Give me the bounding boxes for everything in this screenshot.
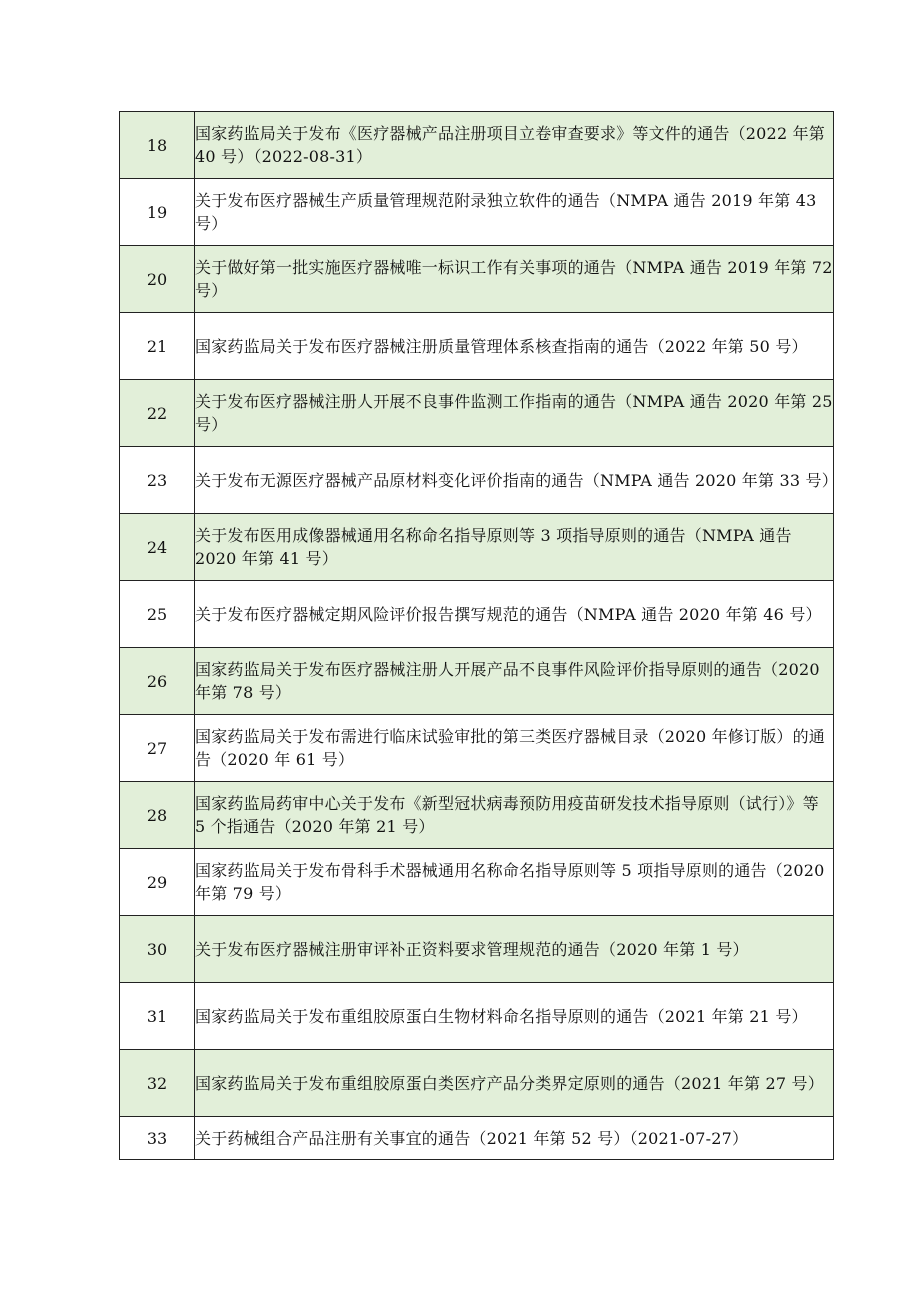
table-row <box>120 246 834 313</box>
notice-title: 关于发布医用成像器械通用名称命名指导原则等 3 项指导原则的通告（NMPA 通告 2020 年第 41 号） <box>195 514 834 581</box>
notice-title: 国家药监局关于发布重组胶原蛋白类医疗产品分类界定原则的通告（2021 年第 27 号） <box>195 1050 834 1117</box>
row-number: 20 <box>120 246 195 313</box>
row-number: 33 <box>120 1117 195 1160</box>
notice-title: 关于做好第一批实施医疗器械唯一标识工作有关事项的通告（NMPA 通告 2019 年第 72 号） <box>195 246 834 313</box>
row-number: 32 <box>120 1050 195 1117</box>
notice-title: 关于发布医疗器械定期风险评价报告撰写规范的通告（NMPA 通告 2020 年第 46 号） <box>195 581 834 648</box>
table-row <box>120 380 834 447</box>
notice-title: 关于发布无源医疗器械产品原材料变化评价指南的通告（NMPA 通告 2020 年第 33 号） <box>195 447 834 514</box>
row-number: 26 <box>120 648 195 715</box>
table-row <box>120 782 834 849</box>
row-number: 28 <box>120 782 195 849</box>
table-row <box>120 916 834 983</box>
notice-title: 关于发布医疗器械注册审评补正资料要求管理规范的通告（2020 年第 1 号） <box>195 916 834 983</box>
row-number: 24 <box>120 514 195 581</box>
notice-title: 国家药监局药审中心关于发布《新型冠状病毒预防用疫苗研发技术指导原则（试行）》等 5 个指通告（2020 年第 21 号） <box>195 782 834 849</box>
notice-title: 国家药监局关于发布需进行临床试验审批的第三类医疗器械目录（2020 年修订版）的通告（2020 年 61 号） <box>195 715 834 782</box>
table-row <box>120 1050 834 1117</box>
table-row <box>120 514 834 581</box>
notice-title: 国家药监局关于发布医疗器械注册质量管理体系核查指南的通告（2022 年第 50 号） <box>195 313 834 380</box>
row-number: 23 <box>120 447 195 514</box>
table-row <box>120 313 834 380</box>
notice-title: 国家药监局关于发布骨科手术器械通用名称命名指导原则等 5 项指导原则的通告（2020 年第 79 号） <box>195 849 834 916</box>
notice-title: 国家药监局关于发布重组胶原蛋白生物材料命名指导原则的通告（2021 年第 21 号） <box>195 983 834 1050</box>
table-row <box>120 112 834 179</box>
row-number: 19 <box>120 179 195 246</box>
row-number: 22 <box>120 380 195 447</box>
notice-title: 关于发布医疗器械生产质量管理规范附录独立软件的通告（NMPA 通告 2019 年第 43 号） <box>195 179 834 246</box>
row-number: 21 <box>120 313 195 380</box>
row-number: 31 <box>120 983 195 1050</box>
notice-table-body <box>120 112 838 1160</box>
notice-table <box>119 111 838 1160</box>
notice-title: 国家药监局关于发布《医疗器械产品注册项目立卷审查要求》等文件的通告（2022 年第 40 号）（2022-08-31） <box>195 112 834 179</box>
table-row <box>120 849 834 916</box>
table-row <box>120 1117 834 1160</box>
table-row <box>120 447 834 514</box>
row-number: 30 <box>120 916 195 983</box>
table-row <box>120 648 834 715</box>
table-row <box>120 581 834 648</box>
table-row <box>120 715 834 782</box>
row-number: 27 <box>120 715 195 782</box>
notice-title: 关于药械组合产品注册有关事宜的通告（2021 年第 52 号）（2021-07-27） <box>195 1117 834 1160</box>
row-number: 25 <box>120 581 195 648</box>
table-row <box>120 983 834 1050</box>
table-row <box>120 179 834 246</box>
notice-title: 关于发布医疗器械注册人开展不良事件监测工作指南的通告（NMPA 通告 2020 年第 25 号） <box>195 380 834 447</box>
row-number: 29 <box>120 849 195 916</box>
row-number: 18 <box>120 112 195 179</box>
notice-title: 国家药监局关于发布医疗器械注册人开展产品不良事件风险评价指导原则的通告（2020 年第 78 号） <box>195 648 834 715</box>
